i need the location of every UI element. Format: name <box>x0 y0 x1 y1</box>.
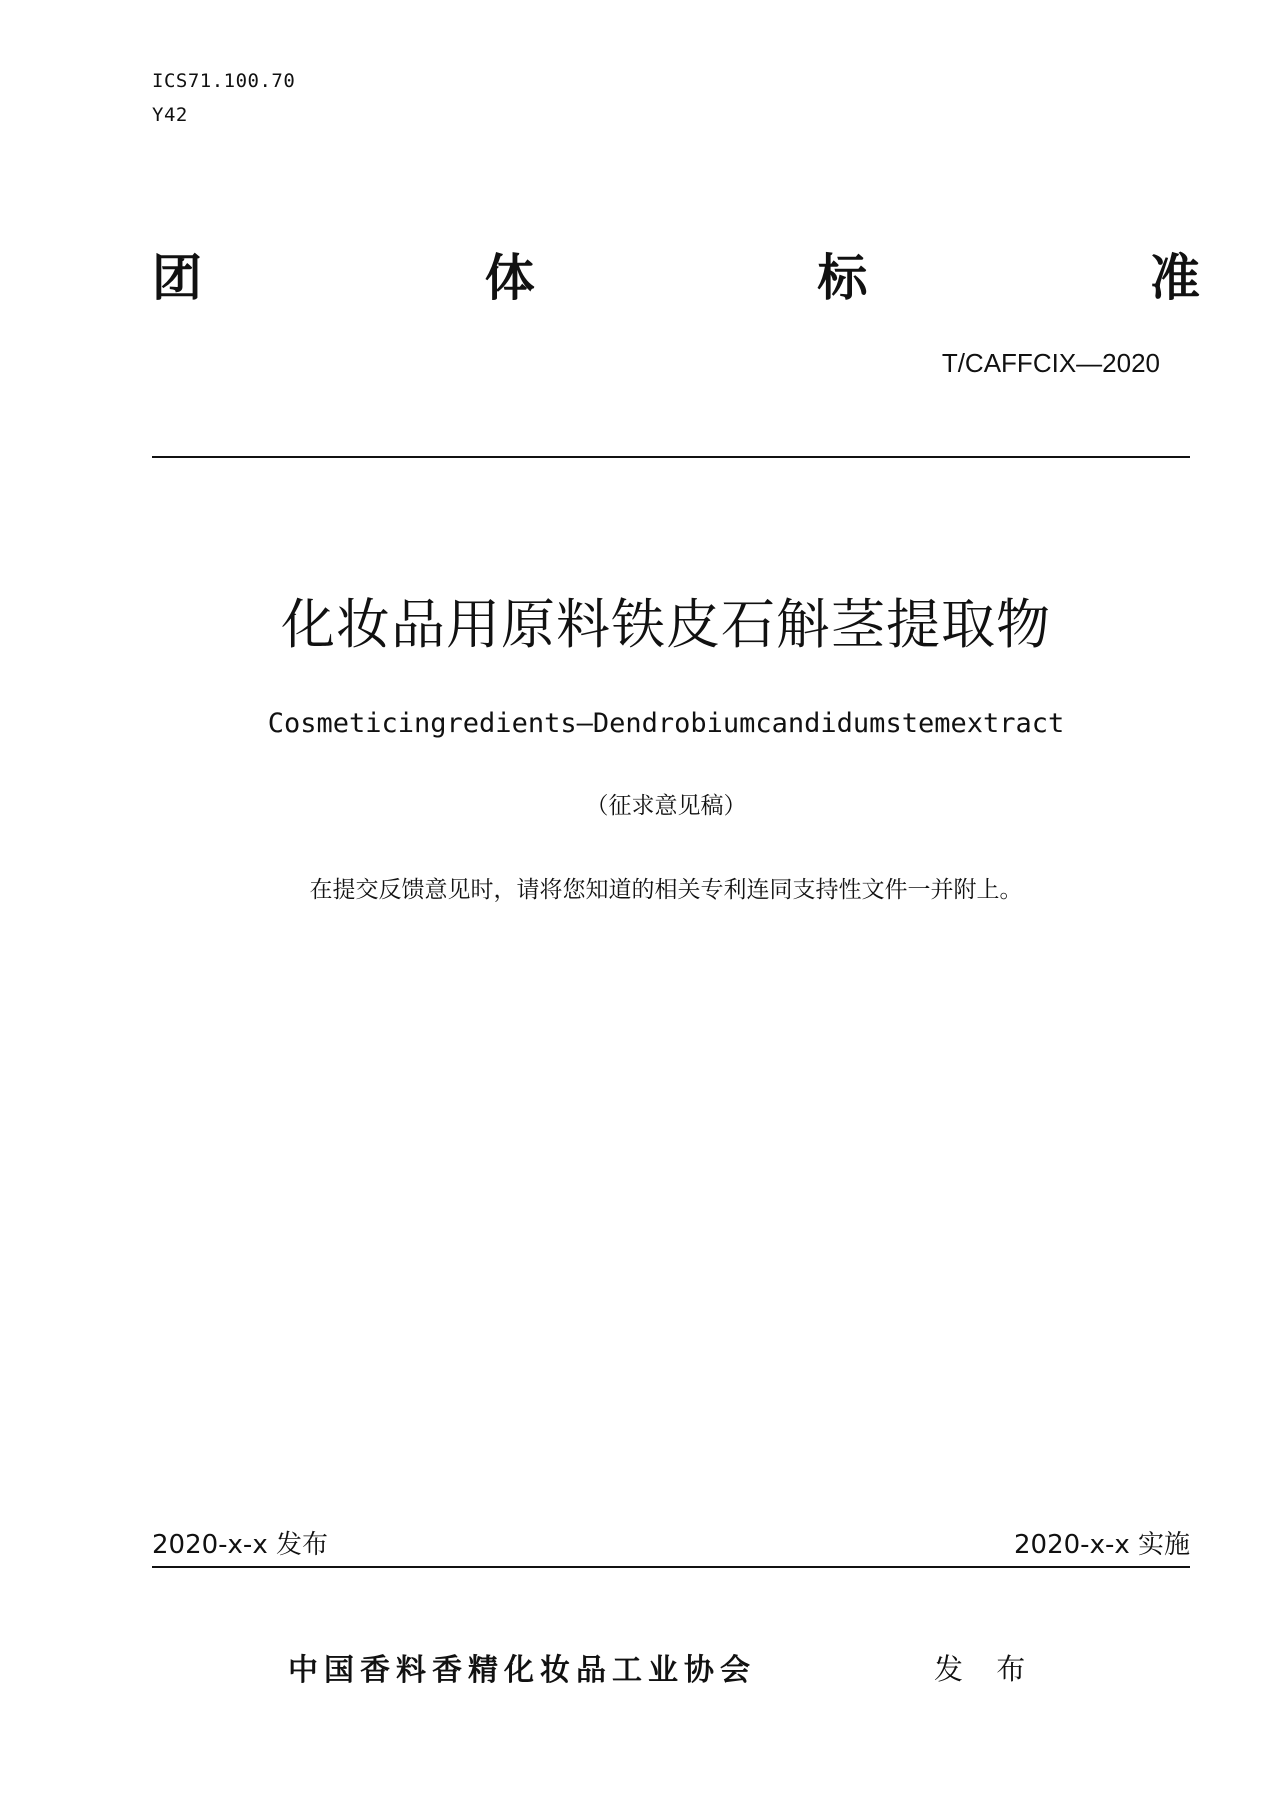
standard-type-char: 标 <box>817 249 868 307</box>
title-english: Cosmeticingredients—Dendrobiumcandidumstemextract <box>267 708 1065 739</box>
implementation-date: 2020-x-x 实施 <box>1014 1530 1190 1560</box>
standard-code: T/CAFFCIX—2020 <box>941 348 1160 378</box>
top-divider <box>152 456 1190 458</box>
draft-status: （征求意见稿） <box>585 793 747 819</box>
bottom-divider <box>152 1566 1190 1568</box>
standard-type-heading <box>152 246 1200 310</box>
patent-notice: 在提交反馈意见时，请将您知道的相关专利连同支持性文件一并附上。 <box>309 877 1023 903</box>
standard-type-char: 体 <box>484 249 535 307</box>
standard-type-char: 准 <box>1149 249 1200 307</box>
publish-label: 发 布 <box>934 1652 1038 1686</box>
standard-type-char: 团 <box>152 249 202 307</box>
issue-date: 2020-x-x 发布 <box>152 1530 328 1560</box>
publisher-name: 中国香料香精化妆品工业协会 <box>288 1653 756 1688</box>
classification-block <box>152 64 295 132</box>
ics-code: ICS71.100.70 <box>152 70 296 92</box>
title-chinese: 化妆品用原料铁皮石斛茎提取物 <box>281 593 1051 656</box>
ccs-code: Y42 <box>152 104 188 126</box>
